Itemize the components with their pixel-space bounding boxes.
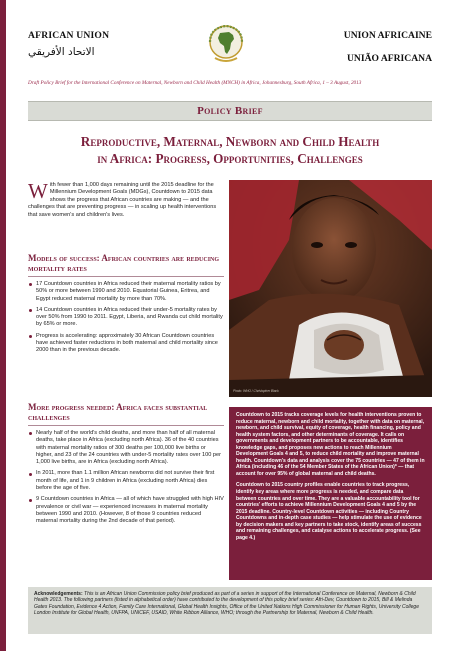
acknowledgements-box	[28, 587, 432, 634]
page-title	[28, 133, 432, 167]
header-left	[28, 30, 158, 58]
sidebar-paragraph-2: Countdown to 2015 country profiles enable countries to track progress, identify key areas where more progress is needed, and compare data between countries and over time. They are a valuable accountability tool for countries' efforts to achieve Millennium Development Goals 4 and 5 by the 2015 deadline. Country-level Countdown activities — including Country Countdowns and in-depth case studies — help stimulate the use of evidence by decision makers and key partners to take stock, identify areas of success and remaining challenges, and catalyse actions to accelerate progress. (See page 4.)	[236, 482, 422, 541]
list-item: In 2011, more than 1.1 million African newborns did not survive their first month of life, and 1 in 9 children in Africa (excluding north Africa) dies before the age of five.	[28, 470, 224, 492]
mother-child-photo	[229, 180, 432, 397]
left-accent-bar	[0, 0, 6, 651]
list-item: 14 Countdown countries in Africa reduced their under-5 mortality rates by over 50% from 1990 to 2011. Egypt, Liberia, and Rwanda cut child mortality by 65% or more.	[28, 307, 224, 329]
org-name-french: UNION AFRICAINE	[343, 30, 432, 41]
policy-brief-label: Policy Brief	[197, 105, 263, 117]
list-item: Progress is accelerating: approximately 30 African Countdown countries have achieved faster reductions in both maternal and child mortality since 2000 than in the previous decade.	[28, 333, 224, 355]
org-name-english: AFRICAN UNION	[28, 30, 110, 41]
list-item: 9 Countdown countries in Africa — all of which have struggled with high HIV prevalence or civil war — experienced increases in maternal mortality between 1990 and 2010. (However, 8 of those 9 countries reduced maternal mortality during the 2nd decade of that period).	[28, 496, 224, 525]
section-title: More progress needed: Africa faces substantial challenges	[28, 402, 224, 426]
section-title: Models of success: African countries are reducing mortality rates	[28, 253, 224, 277]
photo-credit: Photo: WHO / Christopher Black	[233, 389, 279, 393]
intro-paragraph	[28, 179, 224, 219]
countdown-sidebar	[229, 407, 432, 580]
list-item: 17 Countdown countries in Africa reduced their maternal mortality ratios by 50% or more between 1990 and 2010. Equatorial Guinea, Eritrea, and Egypt reduced maternal mortality by more than 70%.	[28, 281, 224, 303]
draft-line: Draft Policy Brief for the International Conference on Maternal, Newborn and Child Health (MNCH) in Africa, Johannesburg, South Africa, 1 – 3 August, 2013	[28, 80, 362, 86]
org-name-arabic: الاتحاد الأفريقي	[28, 46, 95, 58]
page-title-line-1: Reproductive, Maternal, Newborn and Child Health	[80, 134, 380, 149]
drop-cap: W	[28, 179, 48, 203]
acknowledgements-lead: Acknowledgements:	[34, 591, 83, 597]
acknowledgements-text: This is an African Union Commission policy brief produced as part of a series in support of the International Conference on Maternal, Newborn & Child Health 2013. The following partners (listed in alphabetical order) have contributed to the development of this policy brief series: Afri-Dev, Countdown to 2015, Bill & Melinda Gates Foundation, Evidence 4 Action, Family Care International, Global Health Insights, Office of the United Nations High Commissioner for Human Rights, University College London Institute for Global Health, UNFPA, UNICEF, USAID, White Ribbon Alliance, WHO; through the Partnership for Maternal, Newborn & Child Health.	[34, 591, 419, 617]
header-right	[302, 30, 432, 64]
african-union-emblem-icon	[203, 22, 249, 66]
page-title-line-2: in Africa: Progress, Opportunities, Challenges	[97, 151, 363, 166]
org-name-portuguese: UNIÃO AFRICANA	[346, 53, 432, 64]
intro-text: ith fewer than 1,000 days remaining until the 2015 deadline for the Millennium Development Goals (MDGs), Countdown to 2015 data shows the progress that African countries are making — and the challenges that are preventing progress — in scaling up health interventions that save women's and children's lives.	[28, 182, 217, 218]
section-models-of-success	[28, 253, 224, 359]
list-item: Nearly half of the world's child deaths, and more than half of all maternal deaths, take place in Africa (excluding north Africa). 36 of the 40 countries with maternal mortality ratios of 300 deaths per 100,000 live births or higher, and 23 of the 24 countries with under-5 mortality rates over 100 per 1,000 live births, are in Africa (excluding north Africa).	[28, 430, 224, 466]
section-more-progress-needed	[28, 402, 224, 530]
sidebar-paragraph-1: Countdown to 2015 tracks coverage levels for health interventions proven to reduce maternal, newborn and child mortality, together with data on maternal, newborn, and child survival, equity of coverage, health financing, policy and health system factors, and other determinants of coverage. It calls on governments and development partners to be accountable, identifies knowledge gaps, and proposes new actions to reach Millennium Development Goals 4 and 5, to reduce child mortality and improve maternal health. Countdown's data and analysis cover the 75 countries — 47 of them in Africa (including 46 of the 54 Member States of the African Union)* — that account for over 95% of global maternal and child deaths.	[236, 412, 425, 477]
policy-brief-band	[28, 101, 432, 121]
